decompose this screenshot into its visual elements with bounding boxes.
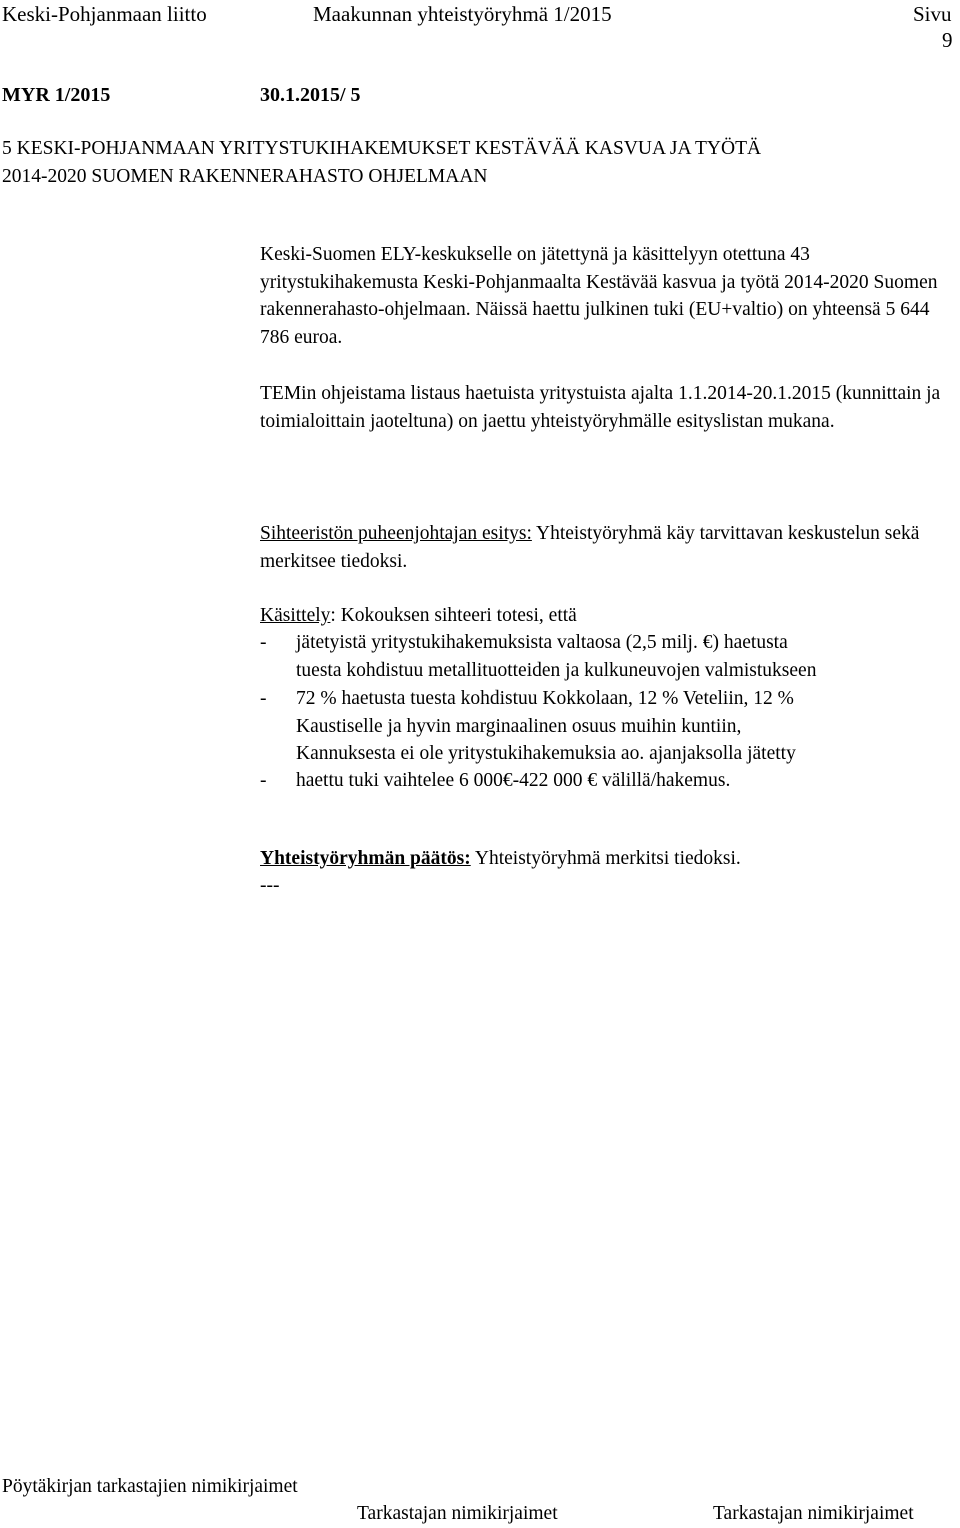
list-dash: - xyxy=(260,770,267,791)
proposal-paragraph xyxy=(260,520,960,575)
item-title-line2: 2014-2020 SUOMEN RAKENNERAHASTO OHJELMAAN xyxy=(2,166,488,187)
list-item-line: Kaustiselle ja hyvin marginaalinen osuus muihin kuntiin, xyxy=(296,715,742,737)
meeting-date-item: 30.1.2015/ 5 xyxy=(260,84,361,106)
list-item-line: haettu tuki vaihtelee 6 000€-422 000 € välillä/hakemus. xyxy=(296,770,731,791)
list-item-line: Kannuksesta ei ole yritystukihakemuksia ao. ajanjaksolla jätetty xyxy=(296,743,796,764)
footer-inspectors-initials: Pöytäkirjan tarkastajien nimikirjaimet xyxy=(2,1476,298,1497)
decision-text: Yhteistyöryhmä merkitsi tiedoksi. xyxy=(470,848,741,869)
list-item-line: 72 % haetusta tuesta kohdistuu Kokkolaan, 12 % Veteliin, 12 % xyxy=(296,688,794,709)
handling-label: Käsittely xyxy=(260,605,331,626)
meeting-code: MYR 1/2015 xyxy=(2,84,111,106)
list-item xyxy=(260,685,960,768)
decision-label: Yhteistyöryhmän päätös: xyxy=(260,848,471,869)
header-organization: Keski-Pohjanmaan liitto xyxy=(2,2,207,26)
list-item xyxy=(260,767,960,795)
handling-text: : Kokouksen sihteeri totesi, että xyxy=(330,605,577,626)
list-item-line: tuesta kohdistuu metallituotteiden ja kulkuneuvojen valmistukseen xyxy=(296,659,817,681)
list-item-line: jätetyistä yritystukihakemuksista valtaosa (2,5 milj. €) haetusta xyxy=(296,632,788,653)
intro-paragraph: Keski-Suomen ELY-keskukselle on jätettynä ja käsittelyyn otettuna 43 yritystukihakemusta Keski-Pohjanmaalta Kestävää kasvua ja työtä 2014-2020 Suomen rakennerahasto-ohjelmaan. Näissä haettu julkinen tuki (EU+valtio) on yhteensä 5 644 786 euroa. xyxy=(260,244,938,348)
decision-line xyxy=(260,848,741,870)
header-meeting: Maakunnan yhteistyöryhmä 1/2015 xyxy=(313,2,612,26)
handling-paragraph xyxy=(260,602,960,630)
list-dash: - xyxy=(260,632,267,653)
footer-inspector-initials-1: Tarkastajan nimikirjaimet xyxy=(357,1503,558,1524)
header-page-number: 9 xyxy=(942,28,953,52)
end-marker: --- xyxy=(260,875,280,896)
header-page-label: Sivu xyxy=(913,2,952,26)
proposal-text: Yhteistyöryhmä käy tarvittavan keskustelun sekä merkitsee tiedoksi. xyxy=(260,523,920,572)
listing-paragraph: TEMin ohjeistama listaus haetuista yritystuista ajalta 1.1.2014-20.1.2015 (kunnittain ja toimialoittain jaoteltuna) on jaettu yhteistyöryhmälle esityslistan mukana. xyxy=(260,383,941,432)
proposal-label: Sihteeristön puheenjohtajan esitys: xyxy=(260,523,532,544)
list-dash: - xyxy=(260,688,267,709)
list-item xyxy=(260,629,960,684)
item-title-line1: 5 KESKI-POHJANMAAN YRITYSTUKIHAKEMUKSET KESTÄVÄÄ KASVUA JA TYÖTÄ xyxy=(2,138,762,159)
footer-inspector-initials-2: Tarkastajan nimikirjaimet xyxy=(713,1503,914,1524)
